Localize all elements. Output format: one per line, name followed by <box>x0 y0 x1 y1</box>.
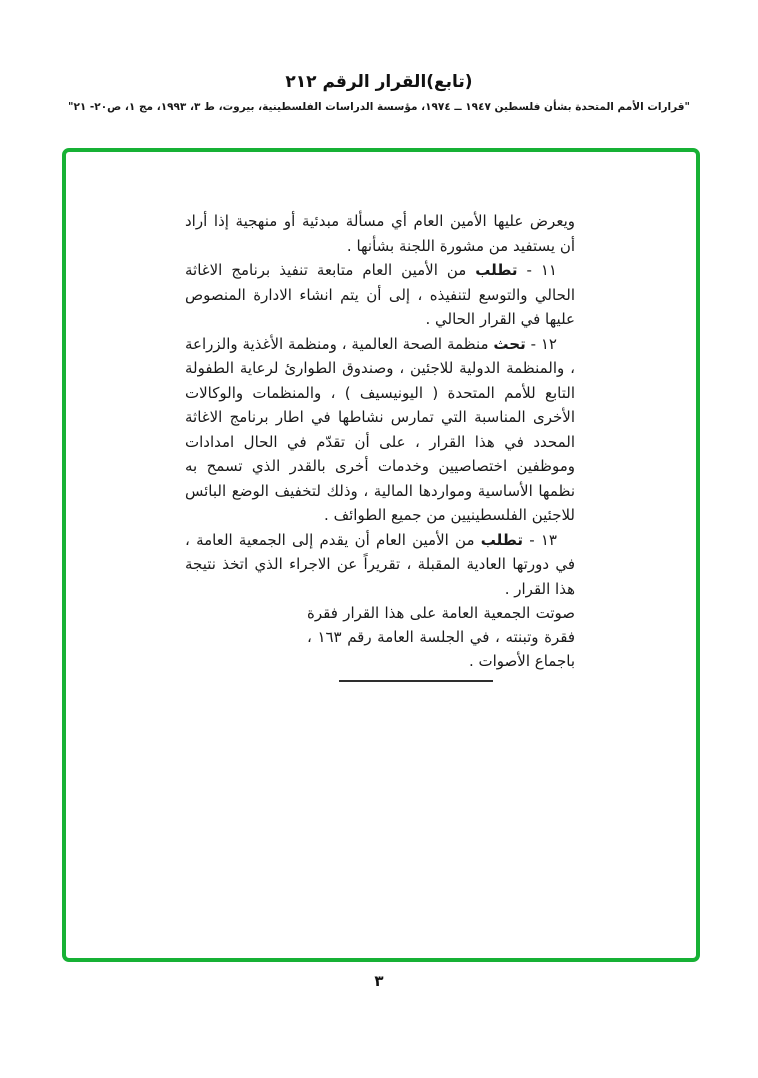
clause-number: ١١ - <box>526 261 557 279</box>
clause-text: منظمة الصحة العالمية ، ومنظمة الأغذية والزراعة ، والمنظمة الدولية للاجئين ، وصندوق الطوارئ لرعاية الطفولة التابع للأمم المتحدة ( اليونيسيف ) ، والمنظمات والوكالات الأخرى المناسبة التي تمارس نشاطها في اطار برنامج الاغاثة المحدد في هذا القرار ، على أن تقدّم في الحال امدادات وموظفين اختصاصيين وخدمات أخرى بالقدر الذي تسمح به نظمها الأساسية ومواردها المالية ، وذلك لتخفيف الوضع البائس للاجئين الفلسطينيين من جميع الطوائف . <box>185 334 575 524</box>
intro-paragraph: ويعرض عليها الأمين العام أي مسألة مبدئية أو منهجية إذا أراد أن يستفيد من مشورة اللجنة بشأنها . <box>185 212 575 255</box>
clause-13 <box>185 528 575 602</box>
separator-rule <box>339 680 493 682</box>
text-column <box>185 209 575 682</box>
page-title: (تابع)القرار الرقم ٢١٢ <box>285 72 473 92</box>
clause-number: ١٢ - <box>530 334 557 353</box>
clause-text: من الأمين العام أن يقدم إلى الجمعية العامة ، في دورتها العادية المقبلة ، تقريراً عن الاجراء الذي اتخذ نتيجة هذا القرار . <box>185 530 575 598</box>
clause-number: ١٣ - <box>529 530 557 549</box>
clause-keyword: تطلب <box>475 261 518 279</box>
document-frame <box>62 148 700 962</box>
clause-12 <box>185 332 575 528</box>
clause-keyword: تطلب <box>480 530 523 549</box>
clause-keyword: تحث <box>493 334 526 353</box>
clause-11 <box>185 258 575 332</box>
vote-note: صوتت الجمعية العامة على هذا القرار فقرة فقرة وتبنته ، في الجلسة العامة رقم ١٦٣ ، باجماع الأصوات . <box>307 604 576 670</box>
clause-text: من الأمين العام متابعة تنفيذ برنامج الاغاثة الحالي والتوسع لتنفيذه ، إلى أن يتم انشاء الادارة المنصوص عليها في القرار الحالي . <box>185 261 575 328</box>
page-number: ٣ <box>374 972 384 990</box>
source-citation: "قرارات الأمم المتحدة بشأن فلسطين ١٩٤٧ ــ ١٩٧٤، مؤسسة الدراسات الفلسطينية، بيروت، ط ٣، ١٩٩٣، مج ١، ص٢٠- ٢١" <box>67 101 691 113</box>
